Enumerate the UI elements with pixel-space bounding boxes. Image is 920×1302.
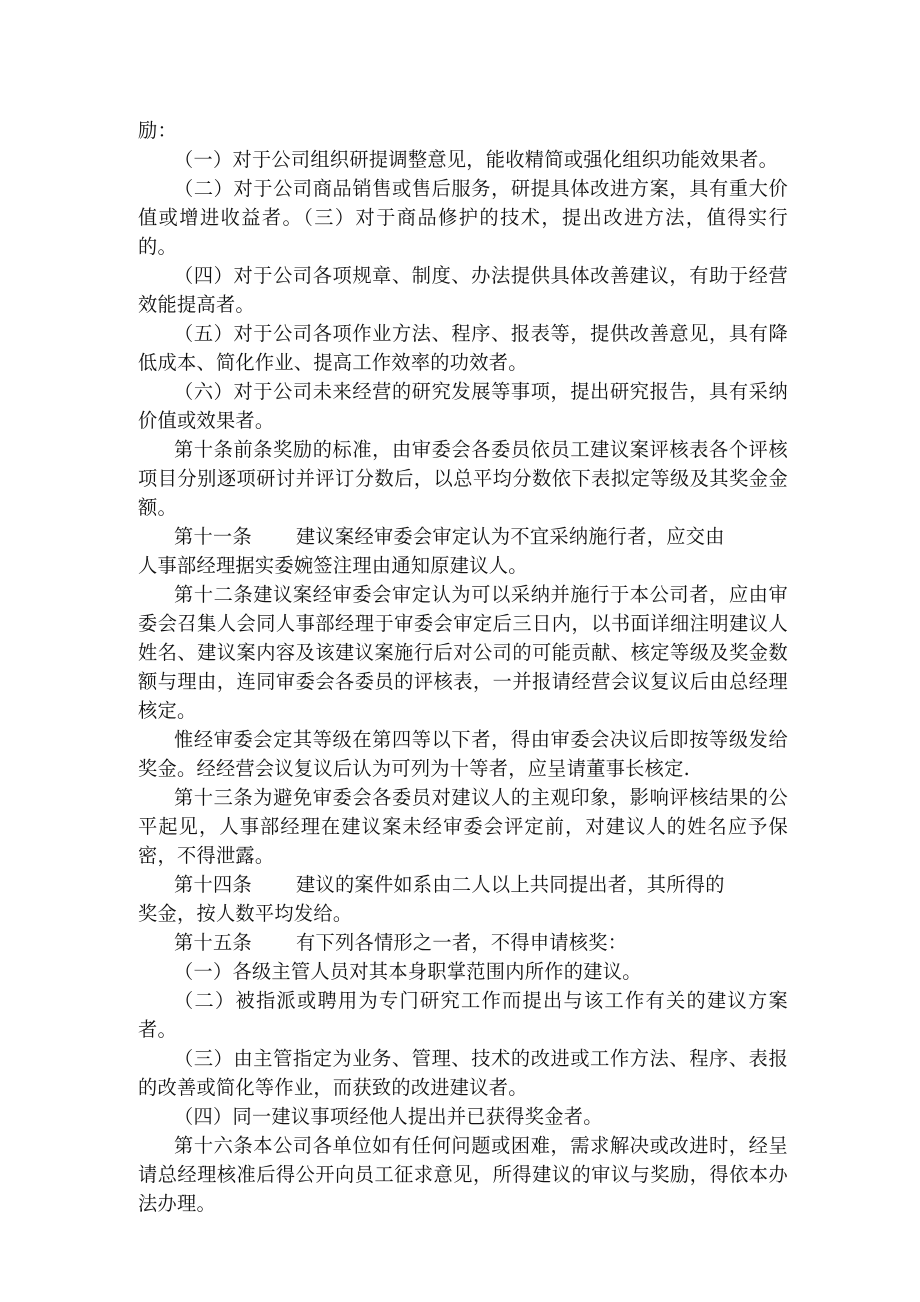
article-14-continuation: 奖金，按人数平均发给。 xyxy=(138,902,353,925)
article-15-text: 有下列各情形之一者，不得申请核奖： xyxy=(296,931,628,954)
list-item: （一）对于公司组织研提调整意见，能收精简或强化组织功能效果者。 xyxy=(174,148,779,171)
article-11-text: 建议案经审委会审定认为不宜采纳施行者，应交由 xyxy=(296,525,725,548)
list-item: （三）由主管指定为业务、管理、技术的改进或工作方法、程序、表报的改善或简化等作业，而获致的改进建议者。 xyxy=(138,1047,788,1099)
list-item: （五）对于公司各项作业方法、程序、报表等，提供改善意见，具有降低成本、简化作业、提高工作效率的功效者。 xyxy=(138,322,788,374)
article-14 xyxy=(138,870,788,899)
lead-text: 励： xyxy=(138,119,177,142)
document-body xyxy=(138,116,788,1218)
article-12-supplement: 惟经审委会定其等级在第四等以下者，得由审委会决议后即按等级发给奖金。经经营会议复议后认为可列为十等者，应呈请董事长核定. xyxy=(138,728,788,780)
list-item: （二）被指派或聘用为专门研究工作而提出与该工作有关的建议方案者。 xyxy=(138,989,788,1041)
article-13: 第十三条为避免审委会各委员对建议人的主观印象，影响评核结果的公平起见，人事部经理在建议案未经审委会评定前，对建议人的姓名应予保密，不得泄露。 xyxy=(138,786,788,867)
list-item: （六）对于公司未来经营的研究发展等事项，提出研究报告，具有采纳价值或效果者。 xyxy=(138,380,788,432)
article-11-label: 第十一条 xyxy=(174,525,252,548)
list-item: （一）各级主管人员对其本身职掌范围内所作的建议。 xyxy=(174,960,642,983)
article-14-text: 建议的案件如系由二人以上共同提出者，其所得的 xyxy=(296,873,725,896)
article-11-continuation: 人事部经理据实委婉签注理由通知原建议人。 xyxy=(138,554,528,577)
list-item: （四）同一建议事项经他人提出并已获得奖金者。 xyxy=(174,1105,603,1128)
article-12: 第十二条建议案经审委会审定认为可以采纳并施行于本公司者，应由审委会召集人会同人事部经理于审委会审定后三日内，以书面详细注明建议人姓名、建议案内容及该建议案施行后对公司的可能贡献、核定等级及奖金数额与理由，连同审委会各委员的评核表，一并报请经营会议复议后由总经理核定。 xyxy=(138,583,788,722)
list-item: （二）对于公司商品销售或售后服务，研提具体改进方案，具有重大价值或增进收益者。（三）对于商品修护的技术，提出改进方法，值得实行的。 xyxy=(138,177,788,258)
article-14-label: 第十四条 xyxy=(174,873,252,896)
article-11 xyxy=(138,522,788,551)
article-10: 第十条前条奖励的标准，由审委会各委员依员工建议案评核表各个评核项目分别逐项研讨并评订分数后，以总平均分数依下表拟定等级及其奖金金额。 xyxy=(138,438,788,519)
article-15-label: 第十五条 xyxy=(174,931,252,954)
article-15 xyxy=(138,928,788,957)
article-16: 第十六条本公司各单位如有任何问题或困难，需求解决或改进时，经呈请总经理核准后得公开向员工征求意见，所得建议的审议与奖励，得依本办法办理。 xyxy=(138,1134,788,1215)
list-item: （四）对于公司各项规章、制度、办法提供具体改善建议，有助于经营效能提高者。 xyxy=(138,264,788,316)
